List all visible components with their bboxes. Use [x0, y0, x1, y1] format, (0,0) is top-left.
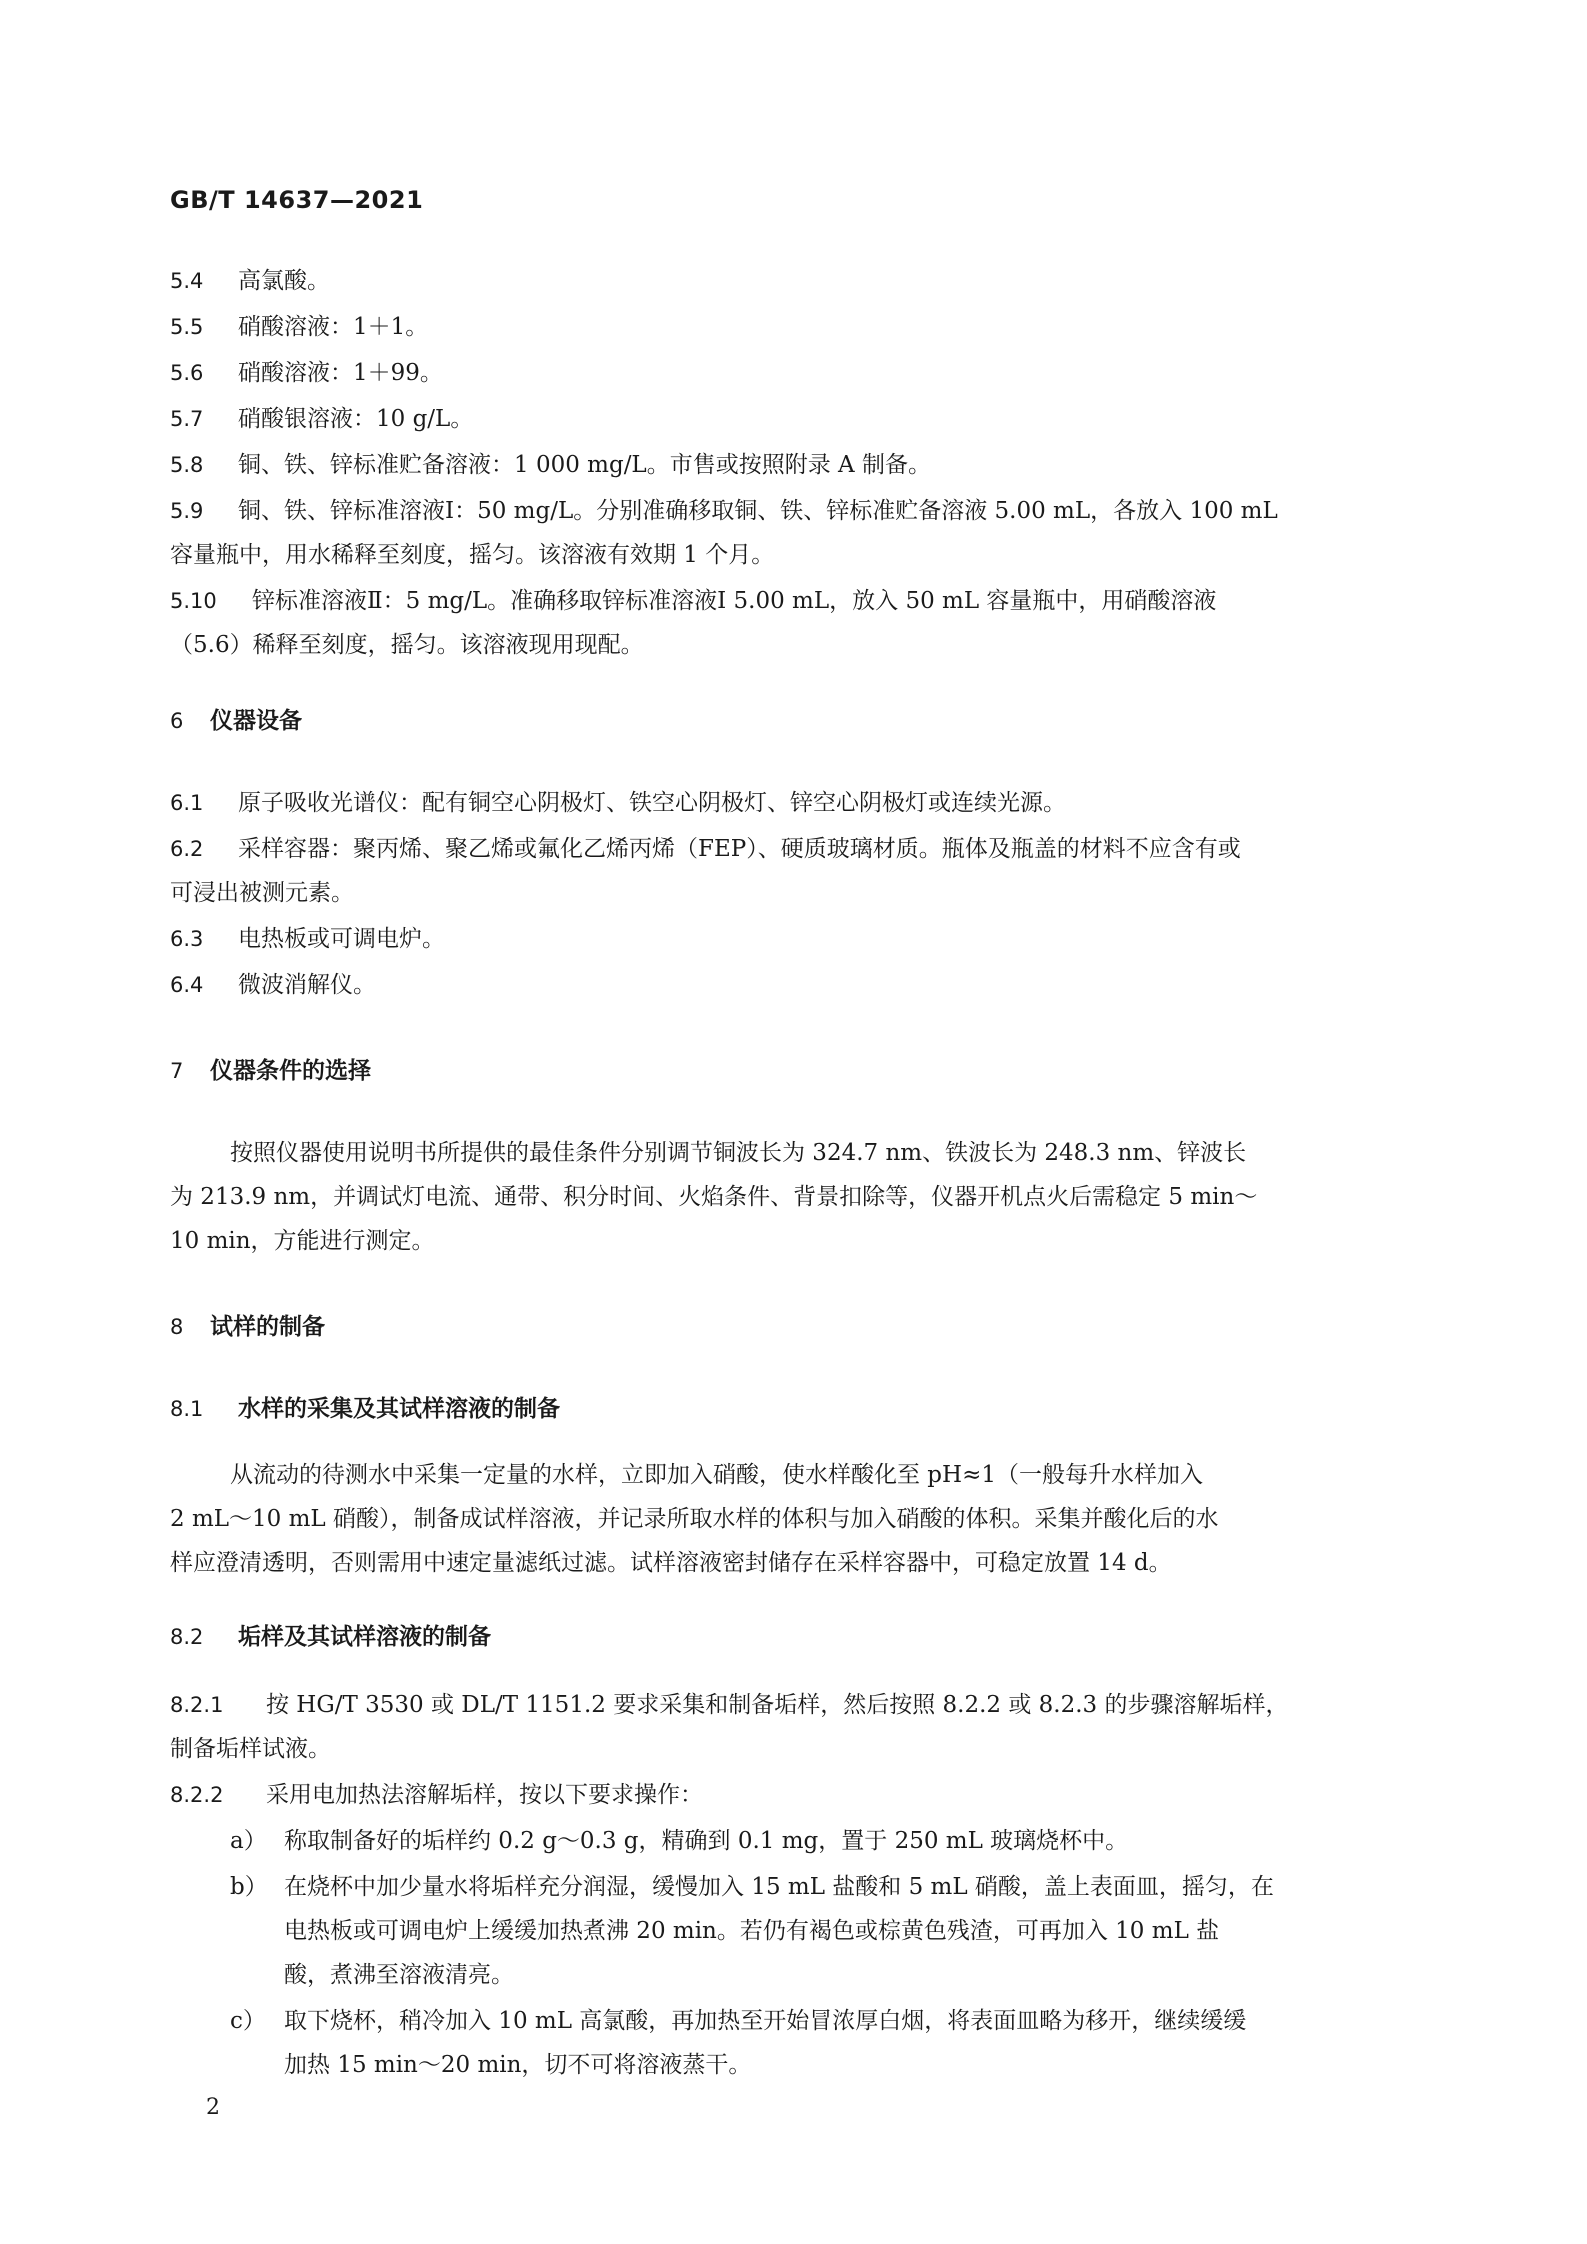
- clause-8-2-1-line1: [170, 1682, 1420, 1728]
- section-title: 仪器设备: [210, 708, 302, 734]
- section-heading-8: [170, 1304, 325, 1350]
- clause-text: 铜、铁、锌标准贮备溶液：1 000 mg/L。市售或按照附录 A 制备。: [238, 452, 931, 478]
- list-item: [170, 442, 1420, 488]
- section-title: 试样的制备: [210, 1314, 325, 1340]
- clause-number: 8.2.2: [170, 1783, 224, 1807]
- list-item-b-line1: [230, 1864, 1480, 1910]
- list-item-b-line3: 酸，煮沸至溶液清亮。: [284, 1962, 514, 1988]
- clause-number: 5.6: [170, 361, 204, 385]
- clause-number: 5.8: [170, 453, 204, 477]
- clause-number: 6.3: [170, 927, 204, 951]
- list-item-b-line2: 电热板或可调电炉上缓缓加热煮沸 20 min。若仍有褐色或棕黄色残渣，可再加入 10 mL 盐: [284, 1918, 1220, 1944]
- clause-text: 高氯酸。: [238, 268, 330, 294]
- paragraph-8-1-line3: 样应澄清透明，否则需用中速定量滤纸过滤。试样溶液密封储存在采样容器中，可稳定放置 14 d。: [170, 1550, 1172, 1576]
- clause-text: 硝酸溶液：1＋99。: [238, 360, 443, 386]
- subsection-heading-8-1: [170, 1386, 560, 1432]
- section-title: 水样的采集及其试样溶液的制备: [238, 1396, 560, 1422]
- list-item: [170, 258, 1420, 304]
- clause-5-9-line1: [170, 488, 1420, 534]
- section-number: 8.1: [170, 1397, 204, 1421]
- clause-6-3: [170, 916, 1420, 962]
- clause-6-1: [170, 780, 1420, 826]
- section-number: 7: [170, 1059, 184, 1083]
- clause-5-10-line2: （5.6）稀释至刻度，摇匀。该溶液现用现配。: [170, 632, 644, 658]
- list-text: 称取制备好的垢样约 0.2 g～0.3 g，精确到 0.1 mg，置于 250 mL 玻璃烧杯中。: [284, 1828, 1129, 1854]
- list-item-c-line1: [230, 1998, 1480, 2044]
- clause-text: 电热板或可调电炉。: [238, 926, 445, 952]
- clause-text: 采用电加热法溶解垢样，按以下要求操作：: [266, 1782, 703, 1808]
- clause-text: 采样容器：聚丙烯、聚乙烯或氟化乙烯丙烯（FEP）、硬质玻璃材质。瓶体及瓶盖的材料不应含有或: [238, 836, 1241, 862]
- list-item: [170, 350, 1420, 396]
- clause-text: 锌标准溶液Ⅱ：5 mg/L。准确移取锌标准溶液Ⅰ 5.00 mL，放入 50 mL 容量瓶中，用硝酸溶液: [252, 588, 1217, 614]
- clause-5-9-line2: 容量瓶中，用水稀释至刻度，摇匀。该溶液有效期 1 个月。: [170, 542, 775, 568]
- clause-text: 原子吸收光谱仪：配有铜空心阴极灯、铁空心阴极灯、锌空心阴极灯或连续光源。: [238, 790, 1066, 816]
- clause-number: 6.1: [170, 791, 204, 815]
- clause-8-2-2: [170, 1772, 1420, 1818]
- list-item-a: [230, 1818, 1480, 1864]
- section-heading-6: [170, 698, 302, 744]
- page-number: 2: [206, 2095, 220, 2120]
- clause-text: 硝酸溶液：1＋1。: [238, 314, 429, 340]
- subsection-heading-8-2: [170, 1614, 491, 1660]
- list-item: [170, 304, 1420, 350]
- clause-text: 硝酸银溶液：10 g/L。: [238, 406, 474, 432]
- section-number: 8: [170, 1315, 184, 1339]
- clause-number: 5.9: [170, 499, 204, 523]
- clause-text: 铜、铁、锌标准溶液Ⅰ：50 mg/L。分别准确移取铜、铁、锌标准贮备溶液 5.00 mL，各放入 100 mL: [238, 498, 1278, 524]
- section-number: 6: [170, 709, 184, 733]
- paragraph-7-line2: 为 213.9 nm，并调试灯电流、通带、积分时间、火焰条件、背景扣除等，仪器开机点火后需稳定 5 min～: [170, 1184, 1258, 1210]
- clause-number: 5.10: [170, 589, 217, 613]
- section-heading-7: [170, 1048, 371, 1094]
- clause-6-2-line2: 可浸出被测元素。: [170, 880, 354, 906]
- doc-code-header: GB/T 14637—2021: [170, 186, 424, 214]
- paragraph-8-1-line2: 2 mL～10 mL 硝酸），制备成试样溶液，并记录所取水样的体积与加入硝酸的体积。采集并酸化后的水: [170, 1506, 1219, 1532]
- section-title: 垢样及其试样溶液的制备: [238, 1624, 491, 1650]
- clause-number: 6.2: [170, 837, 204, 861]
- clause-5-10-line1: [170, 578, 1420, 624]
- clause-8-2-1-line2: 制备垢样试液。: [170, 1736, 331, 1762]
- list-text: 在烧杯中加少量水将垢样充分润湿，缓慢加入 15 mL 盐酸和 5 mL 硝酸，盖上表面皿，摇匀，在: [284, 1874, 1274, 1900]
- clause-text: 微波消解仪。: [238, 972, 376, 998]
- clause-number: 8.2.1: [170, 1693, 224, 1717]
- section-number: 8.2: [170, 1625, 204, 1649]
- list-label: b）: [230, 1874, 268, 1900]
- paragraph-8-1-line1: 从流动的待测水中采集一定量的水样，立即加入硝酸，使水样酸化至 pH≈1（一般每升水样加入: [230, 1462, 1203, 1488]
- list-label: c）: [230, 2008, 266, 2034]
- clause-number: 5.5: [170, 315, 204, 339]
- clause-number: 5.7: [170, 407, 204, 431]
- clause-number: 6.4: [170, 973, 204, 997]
- list-text: 取下烧杯，稍冷加入 10 mL 高氯酸，再加热至开始冒浓厚白烟，将表面皿略为移开，继续缓缓: [284, 2008, 1247, 2034]
- clause-text: 按 HG/T 3530 或 DL/T 1151.2 要求采集和制备垢样，然后按照 8.2.2 或 8.2.3 的步骤溶解垢样，: [266, 1692, 1289, 1718]
- list-item-c-line2: 加热 15 min～20 min，切不可将溶液蒸干。: [284, 2052, 752, 2078]
- clause-6-2-line1: [170, 826, 1420, 872]
- paragraph-7-line3: 10 min，方能进行测定。: [170, 1228, 435, 1254]
- list-label: a）: [230, 1828, 267, 1854]
- section-title: 仪器条件的选择: [210, 1058, 371, 1084]
- clause-number: 5.4: [170, 269, 204, 293]
- list-item: [170, 396, 1420, 442]
- paragraph-7-line1: 按照仪器使用说明书所提供的最佳条件分别调节铜波长为 324.7 nm、铁波长为 248.3 nm、锌波长: [230, 1140, 1247, 1166]
- clause-6-4: [170, 962, 1420, 1008]
